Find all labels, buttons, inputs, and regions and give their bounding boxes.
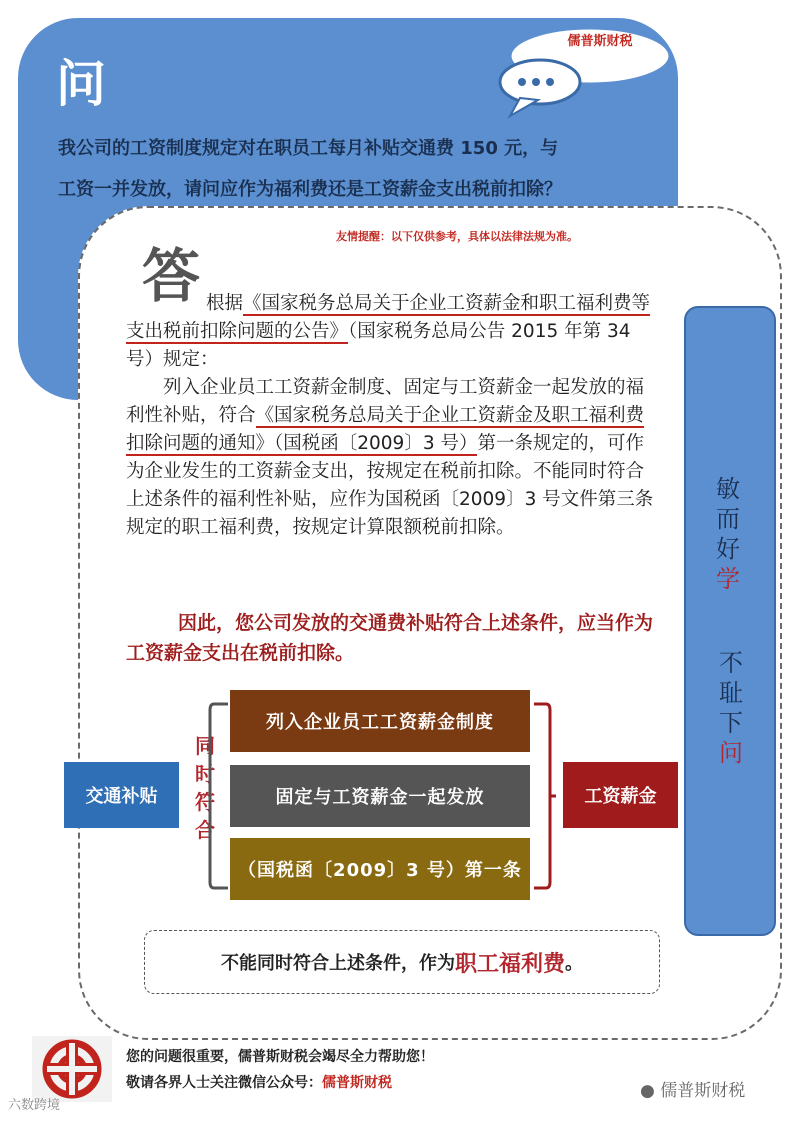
answer-p2-prefix: 列入企业员工工资薪金制度、固定与工资薪金一起发放的福利性补贴，符合	[126, 377, 645, 426]
welfare-note-suffix: 。	[565, 953, 583, 974]
watermark-right-text: 儒普斯财税	[660, 1081, 746, 1101]
question-text	[58, 128, 658, 210]
condition-1: 列入企业员工工资薪金制度	[230, 690, 530, 752]
side-motto-2-main: 不耻下	[719, 649, 743, 737]
side-motto-bar	[684, 306, 776, 936]
side-motto-1-accent: 学	[716, 565, 740, 593]
footer-line-2-prefix: 敬请各界人士关注微信公众号：	[126, 1075, 322, 1091]
answer-paragraph-1	[126, 290, 656, 374]
footer-line-2	[126, 1072, 392, 1092]
wechat-icon: ●	[640, 1081, 655, 1101]
welfare-note-highlight: 职工福利费	[454, 951, 565, 977]
answer-p2-citation: 《国家税务总局关于企业工资薪金及职工福利费扣除问题的通知》（国税函〔2009〕3 号）	[126, 405, 645, 454]
answer-conclusion	[126, 608, 656, 668]
answer-p2-suffix: 第一条规定的，可作为企业发生的工资薪金支出，按规定在税前扣除。不能同时符合上述条件的福利性补贴，应作为国税函〔2009〕3 号文件第三条规定的职工福利费，按规定计算限额税前扣除。	[126, 433, 654, 538]
wages-result-box: 工资薪金	[563, 762, 678, 828]
brand-name: 儒普斯财税	[567, 34, 633, 49]
answer-char: 答	[142, 242, 201, 310]
answer-p1-suffix: （国家税务总局公告 2015 年第 34 号）规定：	[126, 321, 631, 370]
answer-conclusion-text: 因此，您公司发放的交通费补贴符合上述条件，应当作为工资薪金支出在税前扣除。	[126, 612, 654, 664]
question-line-2: 工资一并发放，请问应作为福利费还是工资薪金支出税前扣除？	[58, 179, 562, 200]
brand-logo	[32, 1036, 112, 1102]
welfare-note-prefix: 不能同时符合上述条件，作为	[220, 953, 455, 974]
side-motto-1	[713, 474, 743, 594]
right-bracket-icon	[530, 700, 556, 892]
answer-paragraph-2	[126, 374, 656, 542]
side-motto-1-main: 敏而好	[716, 475, 740, 563]
disclaimer: 友情提醒：以下仅供参考，具体以法律法规为准。	[336, 230, 578, 243]
question-line-1: 我公司的工资制度规定对在职员工每月补贴交通费 150 元，与	[58, 138, 559, 159]
watermark-right	[640, 1076, 745, 1101]
brand-logo-icon	[32, 1036, 112, 1102]
answer-body	[126, 290, 656, 542]
welfare-note	[144, 930, 660, 994]
side-motto-2	[716, 648, 746, 768]
answer-p1-citation: 《国家税务总局关于企业工资薪金和职工福利费等支出税前扣除问题的公告》	[126, 293, 651, 342]
question-char: 问	[56, 55, 106, 113]
footer-brand: 儒普斯财税	[322, 1075, 392, 1091]
condition-3: （国税函〔2009〕3 号）第一条	[230, 838, 530, 900]
simultaneous-label: 同时符合	[195, 734, 215, 842]
side-motto-2-accent: 问	[719, 739, 743, 767]
footer-line-1: 您的问题很重要，儒普斯财税会竭尽全力帮助您！	[126, 1049, 434, 1065]
answer-p1-prefix: 根据	[206, 293, 244, 314]
left-bracket-icon	[206, 700, 232, 892]
watermark-left: 六数跨境	[8, 1098, 61, 1113]
transport-subsidy-box: 交通补贴	[64, 762, 179, 828]
condition-2: 固定与工资薪金一起发放	[230, 765, 530, 827]
